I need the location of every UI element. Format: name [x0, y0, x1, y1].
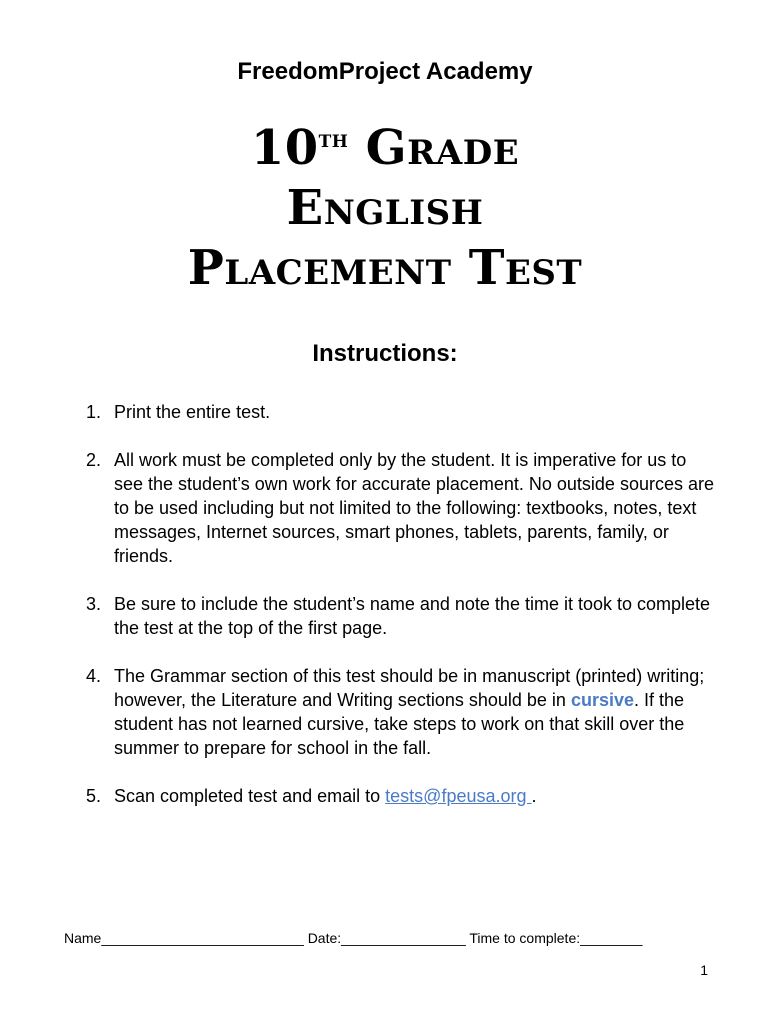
instructions-heading: Instructions: [312, 340, 458, 367]
ordinal-suffix: th [318, 124, 349, 153]
item-number: 5. [86, 786, 102, 806]
email-link[interactable]: tests@fpeusa.org [385, 786, 532, 806]
item-text [114, 664, 716, 760]
academy-name: FreedomProject Academy [237, 58, 533, 85]
item-number: 2. [86, 450, 102, 470]
item-text: Be sure to include the student’s name and note the time it took to complete the test at the top of the first page. [114, 594, 711, 638]
item-text [114, 784, 716, 808]
item-text-after: . [531, 786, 537, 806]
list-item [86, 400, 716, 424]
page-number: 1 [700, 962, 708, 978]
item-text: All work must be completed only by the student. It is imperative for us to see the student’s own work for accurate placement. No outside sources are to be used including but not limited to the following: textbooks, notes, text messages, Internet sources, smart phones, tablets, parents, family, or friends. [114, 450, 714, 566]
title-line-1 [0, 118, 770, 178]
title-line-2: English [286, 180, 484, 236]
test-title [0, 118, 770, 298]
item-text-before: The Grammar section of this test should be in manuscript (printed) writing; however, the Literature and Writing sections should be in [114, 666, 705, 710]
date-field[interactable]: Date:________________ [307, 930, 466, 946]
list-item [86, 448, 716, 568]
list-item [86, 664, 716, 760]
name-field[interactable]: Name__________________________ [64, 930, 304, 946]
title-line-3: Placement Test [187, 240, 583, 296]
item-text: Print the entire test. [114, 402, 271, 422]
item-number: 1. [86, 402, 102, 422]
cursive-highlight: cursive [570, 690, 634, 710]
list-item [86, 784, 716, 808]
item-number: 4. [86, 666, 102, 686]
grade-word: Grade [365, 120, 520, 176]
footer-fields [64, 930, 714, 946]
instructions-list [86, 400, 716, 832]
item-text-before: Scan completed test and email to [114, 786, 386, 806]
grade-number: 10 [250, 120, 319, 176]
item-number: 3. [86, 594, 102, 614]
time-to-complete-field[interactable]: Time to complete:________ [469, 930, 643, 946]
item-text-after: . If the student has not learned cursive, take steps to work on that skill over the summer to prepare for school in the fall. [114, 690, 685, 758]
list-item [86, 592, 716, 640]
